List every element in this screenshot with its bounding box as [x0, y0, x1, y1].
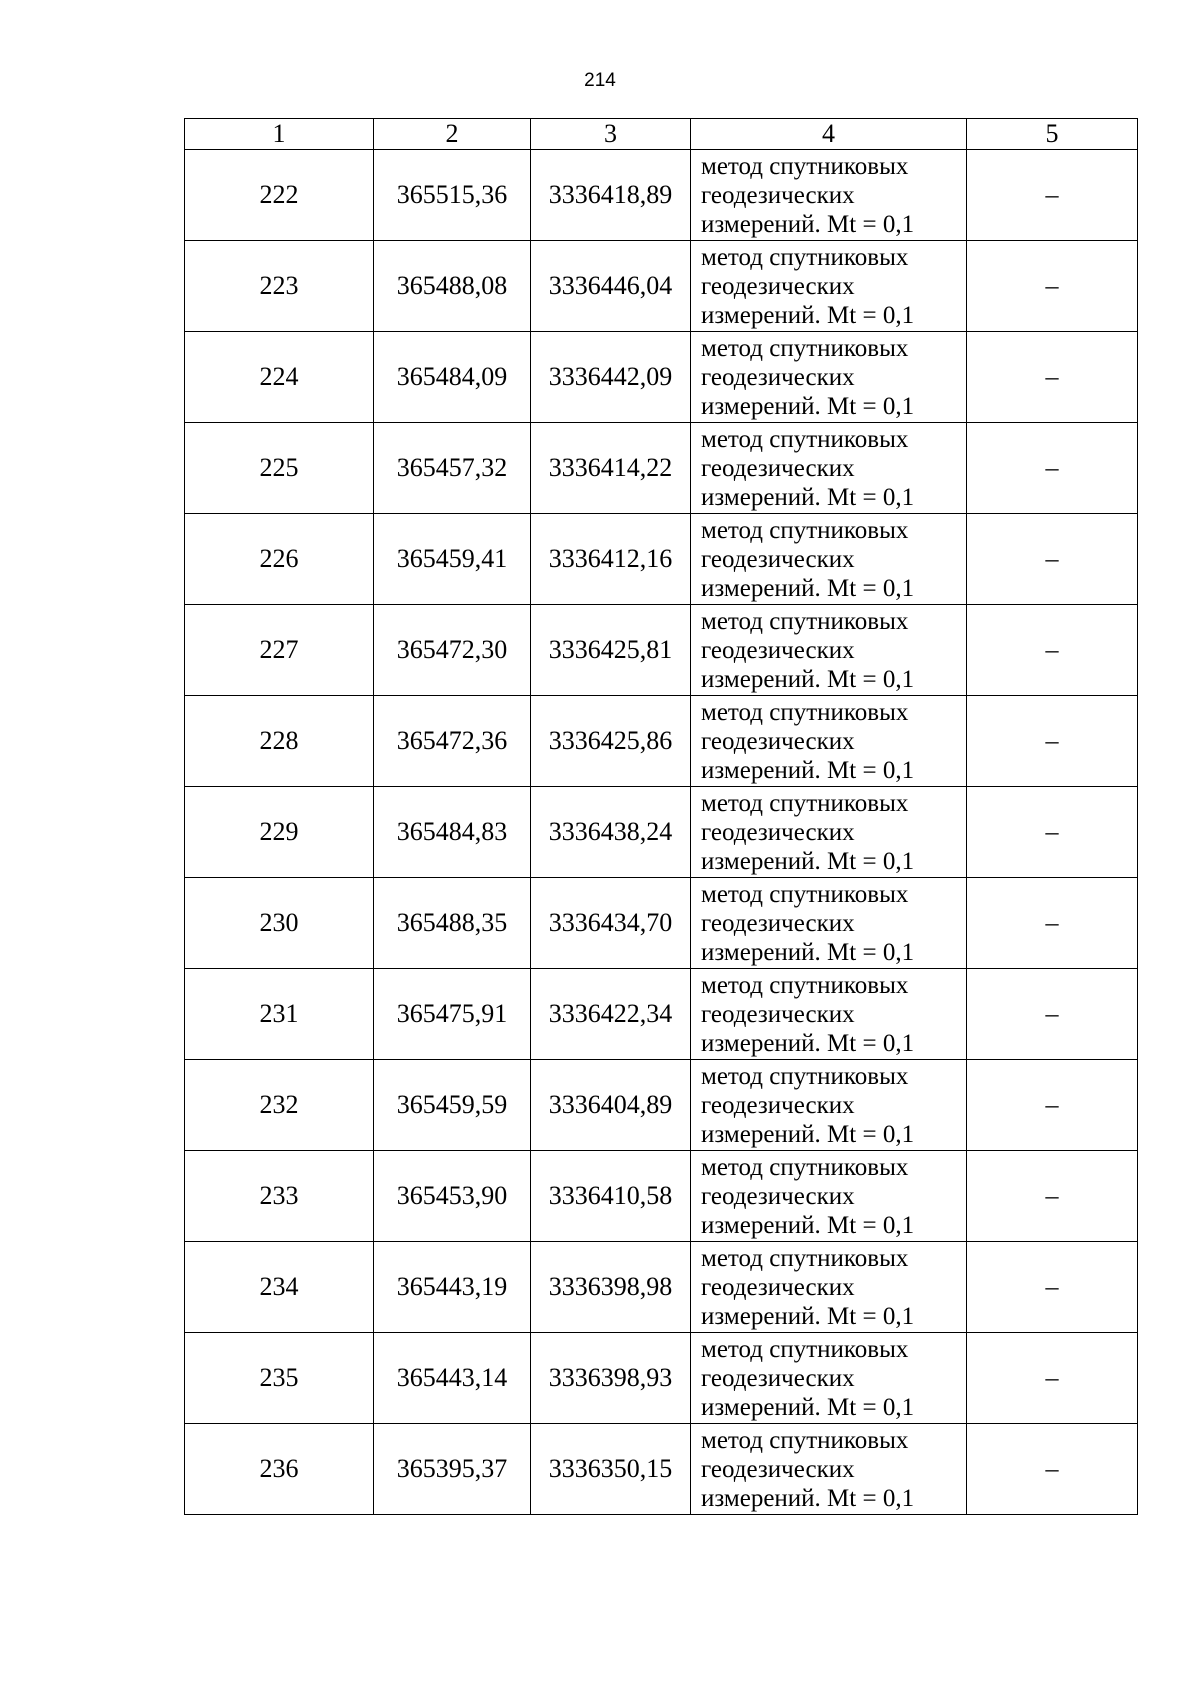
method-line: измерений. Mt = 0,1 — [701, 1393, 915, 1421]
note-cell: – — [967, 1424, 1138, 1515]
x-coordinate-cell: 365475,91 — [374, 969, 531, 1060]
point-number-cell: 222 — [185, 150, 374, 241]
method-cell — [691, 696, 967, 787]
note-cell: – — [967, 969, 1138, 1060]
method-cell — [691, 969, 967, 1060]
point-number-cell: 229 — [185, 787, 374, 878]
x-coordinate-cell: 365459,59 — [374, 1060, 531, 1151]
x-coordinate-cell: 365457,32 — [374, 423, 531, 514]
y-coordinate-cell: 3336398,98 — [531, 1242, 691, 1333]
method-line: метод спутниковых — [701, 1335, 909, 1363]
y-coordinate-cell: 3336438,24 — [531, 787, 691, 878]
method-line: метод спутниковых — [701, 1153, 909, 1181]
method-line: геодезических — [701, 363, 855, 391]
header-col-5: 5 — [967, 119, 1138, 150]
x-coordinate-cell: 365472,36 — [374, 696, 531, 787]
method-line: измерений. Mt = 0,1 — [701, 210, 915, 238]
y-coordinate-cell: 3336350,15 — [531, 1424, 691, 1515]
note-cell: – — [967, 150, 1138, 241]
method-line: геодезических — [701, 1091, 855, 1119]
method-line: метод спутниковых — [701, 1244, 909, 1272]
method-line: измерений. Mt = 0,1 — [701, 483, 915, 511]
table-row — [185, 241, 1138, 332]
table-row — [185, 332, 1138, 423]
method-line: геодезических — [701, 1273, 855, 1301]
y-coordinate-cell: 3336425,86 — [531, 696, 691, 787]
point-number-cell: 224 — [185, 332, 374, 423]
method-cell — [691, 241, 967, 332]
method-line: геодезических — [701, 1000, 855, 1028]
method-line: измерений. Mt = 0,1 — [701, 1484, 915, 1512]
point-number-cell: 235 — [185, 1333, 374, 1424]
method-line: геодезических — [701, 1455, 855, 1483]
point-number-cell: 231 — [185, 969, 374, 1060]
header-col-2: 2 — [374, 119, 531, 150]
method-cell — [691, 1424, 967, 1515]
point-number-cell: 225 — [185, 423, 374, 514]
point-number-cell: 230 — [185, 878, 374, 969]
note-cell: – — [967, 1060, 1138, 1151]
method-line: измерений. Mt = 0,1 — [701, 847, 915, 875]
y-coordinate-cell: 3336412,16 — [531, 514, 691, 605]
method-line: измерений. Mt = 0,1 — [701, 1120, 915, 1148]
method-line: измерений. Mt = 0,1 — [701, 392, 915, 420]
table-row — [185, 1333, 1138, 1424]
note-cell: – — [967, 332, 1138, 423]
method-line: измерений. Mt = 0,1 — [701, 665, 915, 693]
method-line: метод спутниковых — [701, 971, 909, 999]
point-number-cell: 228 — [185, 696, 374, 787]
note-cell: – — [967, 241, 1138, 332]
method-line: метод спутниковых — [701, 516, 909, 544]
method-line: геодезических — [701, 1364, 855, 1392]
method-cell — [691, 1151, 967, 1242]
x-coordinate-cell: 365459,41 — [374, 514, 531, 605]
x-coordinate-cell: 365484,83 — [374, 787, 531, 878]
y-coordinate-cell: 3336410,58 — [531, 1151, 691, 1242]
x-coordinate-cell: 365472,30 — [374, 605, 531, 696]
table-header — [185, 119, 1138, 150]
x-coordinate-cell: 365395,37 — [374, 1424, 531, 1515]
x-coordinate-cell: 365443,14 — [374, 1333, 531, 1424]
page-number: 214 — [584, 70, 616, 91]
table-row — [185, 150, 1138, 241]
note-cell: – — [967, 787, 1138, 878]
y-coordinate-cell: 3336398,93 — [531, 1333, 691, 1424]
method-line: геодезических — [701, 909, 855, 937]
y-coordinate-cell: 3336422,34 — [531, 969, 691, 1060]
method-line: геодезических — [701, 181, 855, 209]
x-coordinate-cell: 365515,36 — [374, 150, 531, 241]
table-row — [185, 605, 1138, 696]
table-row — [185, 1151, 1138, 1242]
method-line: метод спутниковых — [701, 880, 909, 908]
y-coordinate-cell: 3336404,89 — [531, 1060, 691, 1151]
method-cell — [691, 332, 967, 423]
table-row — [185, 1242, 1138, 1333]
method-line: метод спутниковых — [701, 152, 909, 180]
x-coordinate-cell: 365453,90 — [374, 1151, 531, 1242]
coordinates-table — [184, 118, 1138, 1515]
method-cell — [691, 514, 967, 605]
note-cell: – — [967, 605, 1138, 696]
note-cell: – — [967, 696, 1138, 787]
method-line: геодезических — [701, 818, 855, 846]
note-cell: – — [967, 1242, 1138, 1333]
method-cell — [691, 1333, 967, 1424]
x-coordinate-cell: 365443,19 — [374, 1242, 531, 1333]
method-line: измерений. Mt = 0,1 — [701, 1302, 915, 1330]
point-number-cell: 227 — [185, 605, 374, 696]
note-cell: – — [967, 514, 1138, 605]
method-line: метод спутниковых — [701, 334, 909, 362]
point-number-cell: 223 — [185, 241, 374, 332]
note-cell: – — [967, 423, 1138, 514]
method-line: геодезических — [701, 545, 855, 573]
table-row — [185, 696, 1138, 787]
point-number-cell: 236 — [185, 1424, 374, 1515]
y-coordinate-cell: 3336442,09 — [531, 332, 691, 423]
table-row — [185, 878, 1138, 969]
method-line: геодезических — [701, 272, 855, 300]
method-line: измерений. Mt = 0,1 — [701, 301, 915, 329]
x-coordinate-cell: 365488,08 — [374, 241, 531, 332]
y-coordinate-cell: 3336434,70 — [531, 878, 691, 969]
method-line: метод спутниковых — [701, 789, 909, 817]
point-number-cell: 232 — [185, 1060, 374, 1151]
method-line: измерений. Mt = 0,1 — [701, 1211, 915, 1239]
method-cell — [691, 878, 967, 969]
method-line: метод спутниковых — [701, 425, 909, 453]
table-row — [185, 969, 1138, 1060]
method-cell — [691, 605, 967, 696]
y-coordinate-cell: 3336418,89 — [531, 150, 691, 241]
point-number-cell: 234 — [185, 1242, 374, 1333]
header-col-3: 3 — [531, 119, 691, 150]
point-number-cell: 233 — [185, 1151, 374, 1242]
note-cell: – — [967, 1151, 1138, 1242]
table-row — [185, 787, 1138, 878]
note-cell: – — [967, 878, 1138, 969]
method-cell — [691, 423, 967, 514]
y-coordinate-cell: 3336425,81 — [531, 605, 691, 696]
method-cell — [691, 1060, 967, 1151]
table-row — [185, 1424, 1138, 1515]
note-cell: – — [967, 1333, 1138, 1424]
method-line: метод спутниковых — [701, 1062, 909, 1090]
method-line: метод спутниковых — [701, 607, 909, 635]
header-col-4: 4 — [691, 119, 967, 150]
method-line: измерений. Mt = 0,1 — [701, 1029, 915, 1057]
method-line: геодезических — [701, 727, 855, 755]
method-cell — [691, 1242, 967, 1333]
method-line: геодезических — [701, 1182, 855, 1210]
header-row — [185, 119, 1138, 150]
method-line: метод спутниковых — [701, 698, 909, 726]
y-coordinate-cell: 3336446,04 — [531, 241, 691, 332]
point-number-cell: 226 — [185, 514, 374, 605]
method-line: метод спутниковых — [701, 243, 909, 271]
y-coordinate-cell: 3336414,22 — [531, 423, 691, 514]
x-coordinate-cell: 365488,35 — [374, 878, 531, 969]
method-line: измерений. Mt = 0,1 — [701, 938, 915, 966]
method-cell — [691, 150, 967, 241]
method-line: измерений. Mt = 0,1 — [701, 756, 915, 784]
method-line: геодезических — [701, 636, 855, 664]
table-body — [185, 150, 1138, 1515]
method-line: измерений. Mt = 0,1 — [701, 574, 915, 602]
method-cell — [691, 787, 967, 878]
method-line: метод спутниковых — [701, 1426, 909, 1454]
method-line: геодезических — [701, 454, 855, 482]
table-row — [185, 1060, 1138, 1151]
x-coordinate-cell: 365484,09 — [374, 332, 531, 423]
table-row — [185, 423, 1138, 514]
header-col-1: 1 — [185, 119, 374, 150]
table-row — [185, 514, 1138, 605]
